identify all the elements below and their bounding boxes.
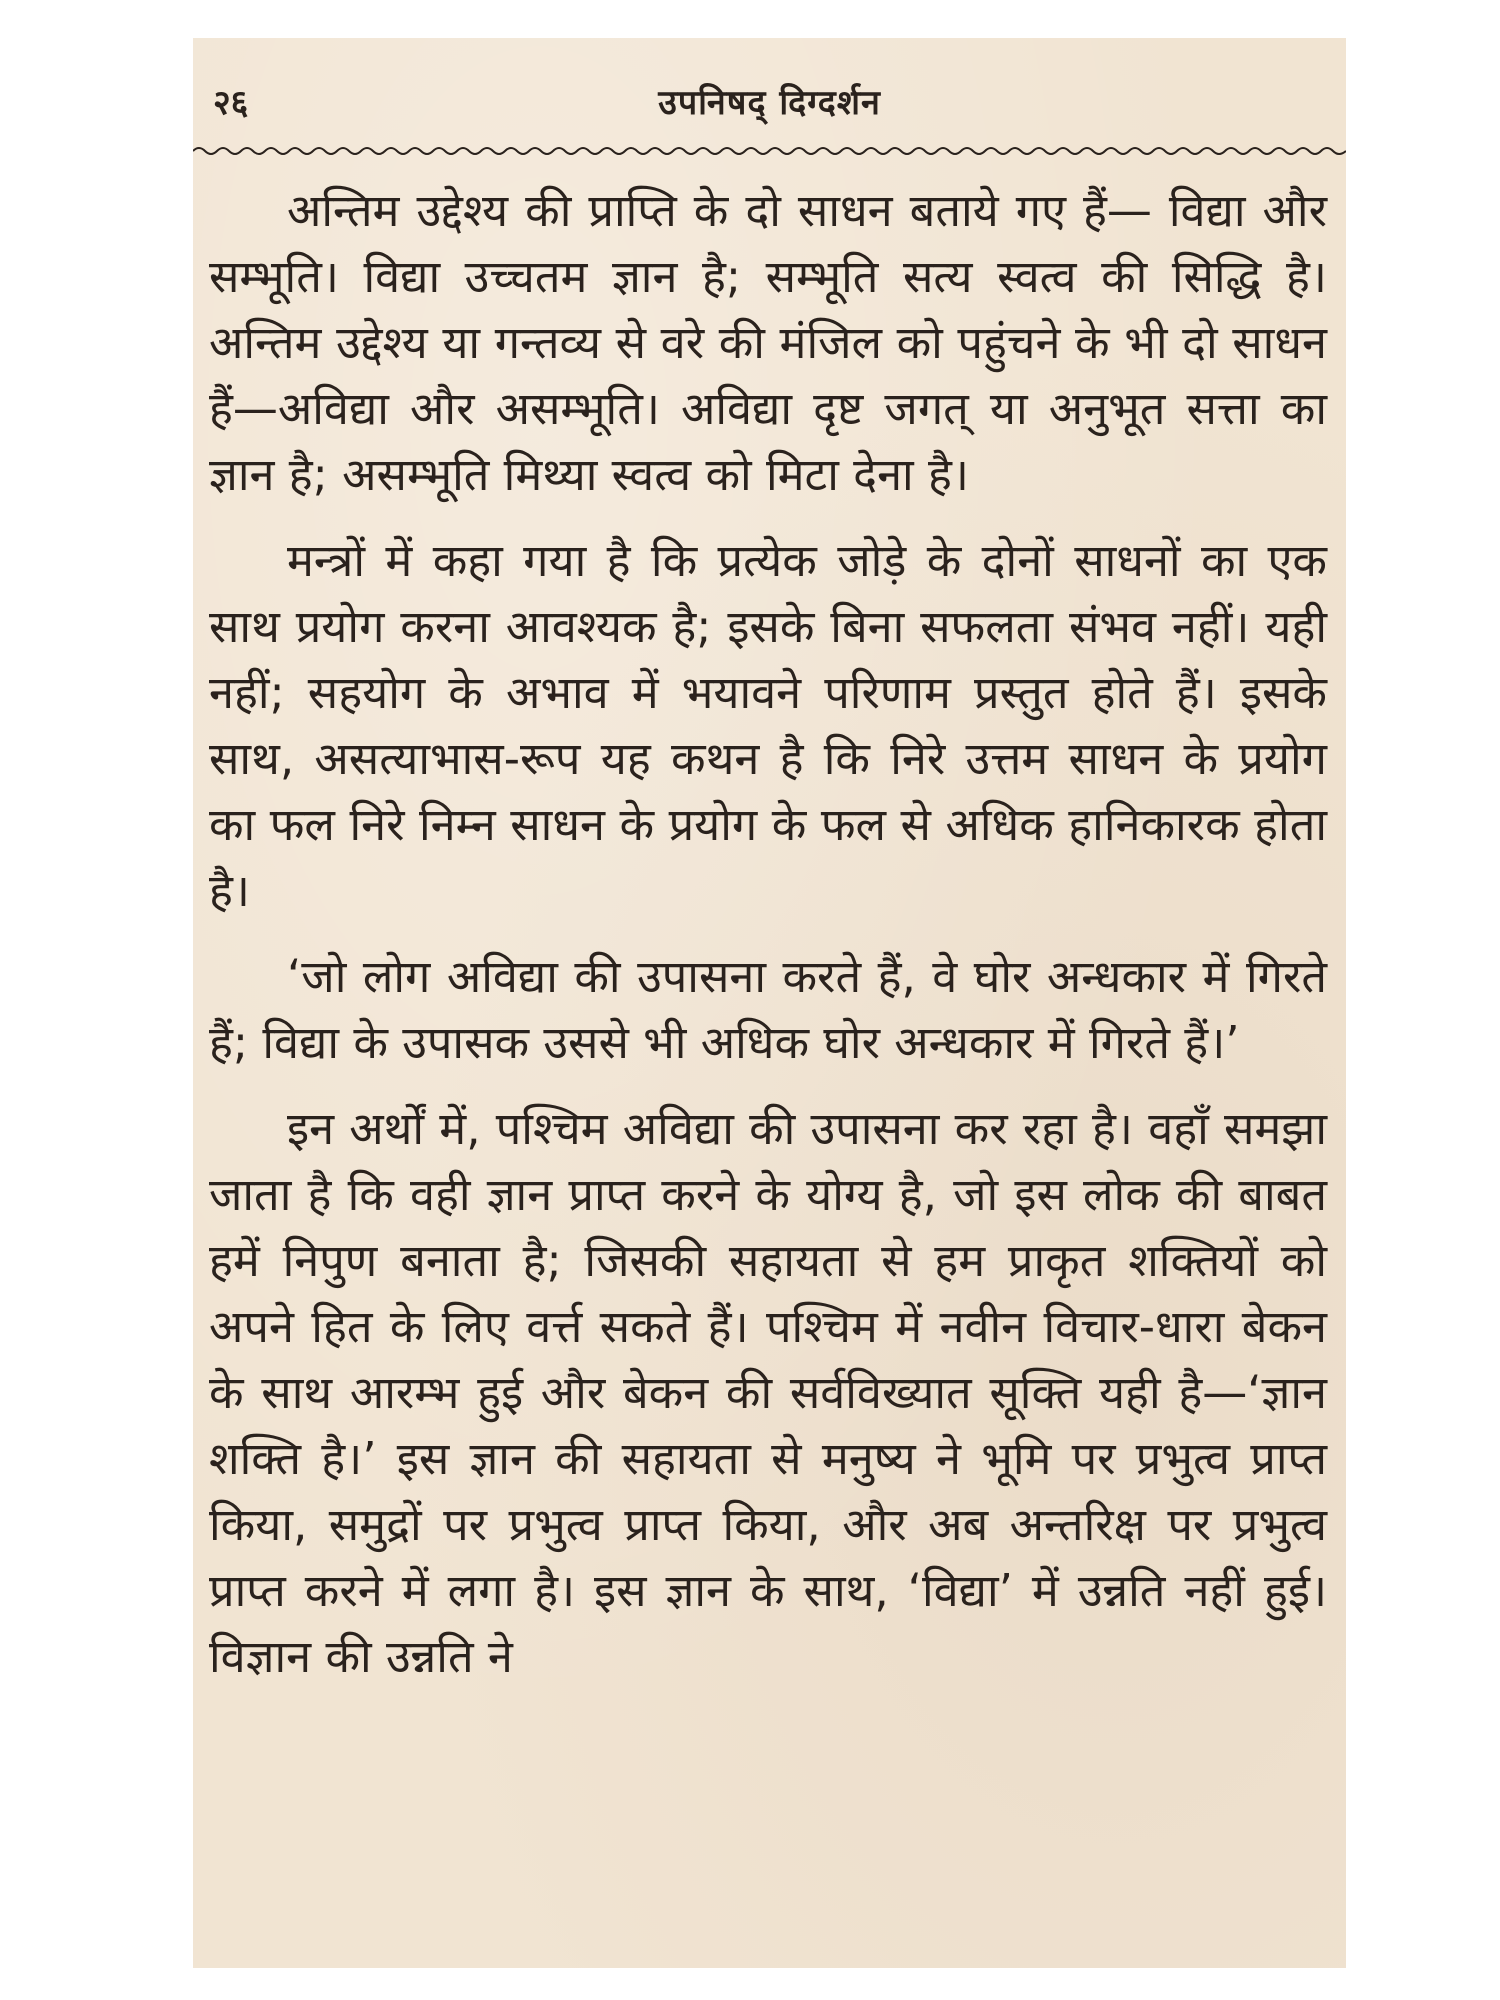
wavy-rule-divider: [193, 142, 1346, 160]
paragraph-3-quote: ‘जो लोग अविद्या की उपासना करते हैं, वे घोर अन्धकार में गिरते हैं; विद्या के उपासक उससे भी अधिक घोर अन्धकार में गिरते हैं।’: [209, 950, 1327, 1069]
page-number: २६: [213, 83, 249, 123]
paragraph-4: इन अर्थों में, पश्चिम अविद्या की उपासना कर रहा है। वहाँ समझा जाता है कि वही ज्ञान प्राप्त करने के योग्य है, जो इस लोक की बाबत हमें निपुण बनाता है; जिसकी सहायता से हम प्राकृत शक्तियों को अपने हित के लिए वर्त्त सकते हैं। पश्चिम में नवीन विचार-धारा बेकन के साथ आरम्भ हुई और बेकन की सर्वविख्यात सूक्ति यही है—‘ज्ञान शक्ति है।’ इस ज्ञान की सहायता से मनुष्य ने भूमि पर प्रभुत्व प्राप्त किया, समुद्रों पर प्रभुत्व प्राप्त किया, और अब अन्तरिक्ष पर प्रभुत्व प्राप्त करने में लगा है। इस ज्ञान के साथ, ‘विद्या’ में उन्नति नहीं हुई। विज्ञान की उन्नति ने: [209, 1102, 1327, 1683]
paragraph-2: मन्त्रों में कहा गया है कि प्रत्येक जोड़े के दोनों साधनों का एक साथ प्रयोग करना आवश्यक है; इसके बिना सफलता संभव नहीं। यही नहीं; सहयोग के अभाव में भयावने परिणाम प्रस्तुत होते हैं। इसके साथ, असत्याभास-रूप यह कथन है कि निरे उत्तम साधन के प्रयोग का फल निरे निम्न साधन के प्रयोग के फल से अधिक हानिकारक होता है।: [209, 534, 1327, 917]
book-page: [193, 38, 1346, 1968]
running-title: उपनिषद् दिग्दर्शन: [658, 83, 881, 123]
paragraph-1: अन्तिम उद्देश्य की प्राप्ति के दो साधन बताये गए हैं— विद्या और सम्भूति। विद्या उच्चतम ज्ञान है; सम्भूति सत्य स्वत्व की सिद्धि है। अन्तिम उद्देश्य या गन्तव्य से वरे की मंजिल को पहुंचने के भी दो साधन हैं—अविद्या और असम्भूति। अविद्या दृष्ट जगत् या अनुभूत सत्ता का ज्ञान है; असम्भूति मिथ्या स्वत्व को मिटा देना है।: [209, 184, 1327, 501]
body-text: [209, 178, 1327, 1710]
wavy-rule-line: [193, 148, 1346, 154]
